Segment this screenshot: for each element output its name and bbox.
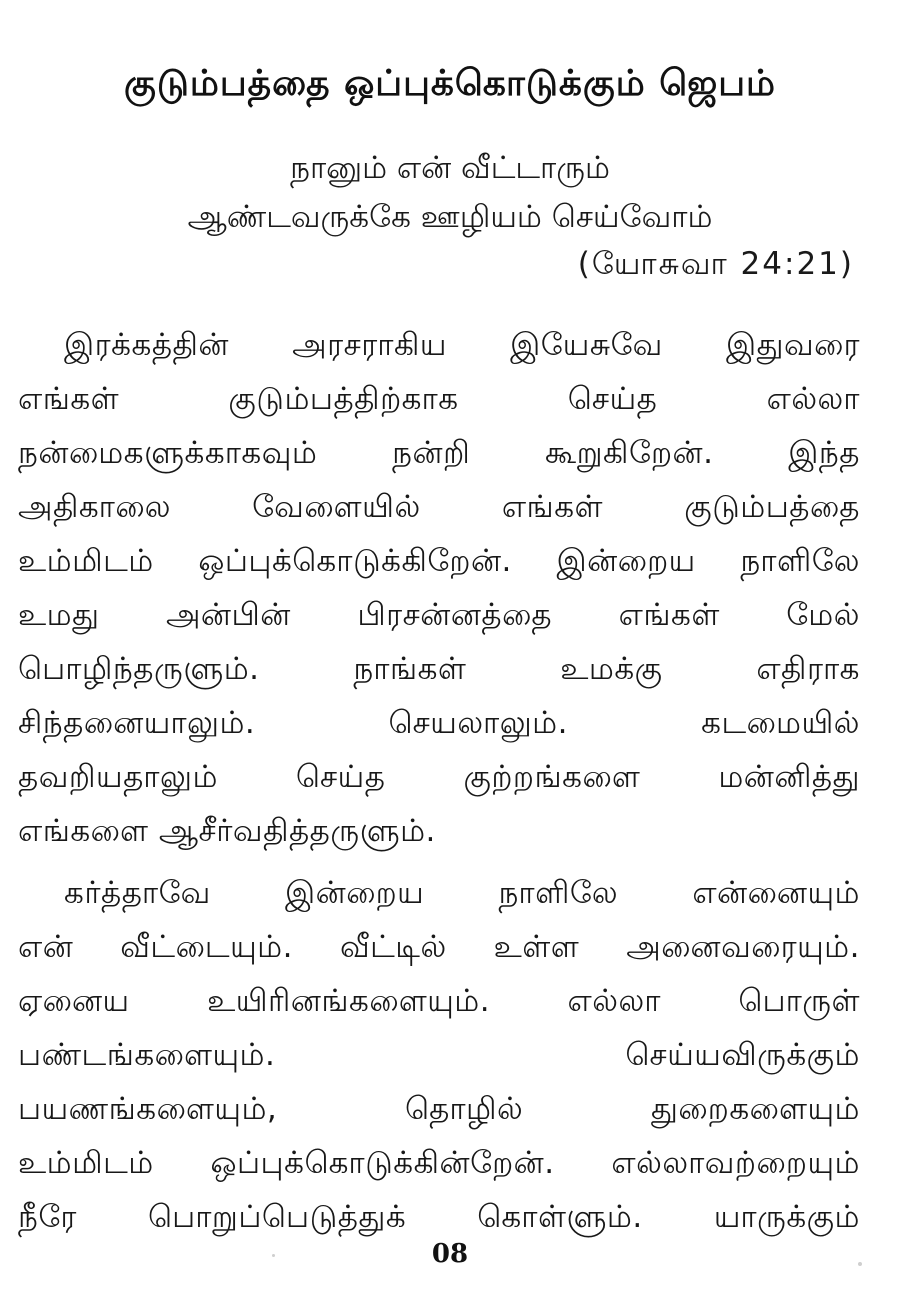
page-number: 08 (431, 1239, 469, 1269)
paragraph-line: உமது அன்பின் பிரசன்னத்தை எங்கள் மேல் (18, 597, 860, 633)
paragraph-line: இரக்கத்தின் அரசராகிய இயேசுவே இதுவரை (64, 327, 860, 363)
paragraph-line: உம்மிடம் ஒப்புக்கொடுக்கின்றேன். எல்லாவற்றையும் (18, 1145, 860, 1181)
paragraph-line: ஏனைய உயிரினங்களையும். எல்லா பொருள் (18, 983, 860, 1019)
paragraph-line: பொழிந்தருளும். நாங்கள் உமக்கு எதிராக (18, 651, 860, 687)
paragraph-line: என் வீட்டையும். வீட்டில் உள்ள அனைவரையும். (18, 929, 860, 965)
paragraph-line: உம்மிடம் ஒப்புக்கொடுக்கிறேன். இன்றைய நாளிலே (18, 543, 860, 579)
verse-reference: (யோசுவா 24:21) (577, 246, 854, 282)
paragraph-line: பண்டங்களையும். செய்யவிருக்கும் (18, 1037, 860, 1073)
paragraph-line: எங்கள் குடும்பத்திற்காக செய்த எல்லா (18, 381, 860, 417)
page-title: குடும்பத்தை ஒப்புக்கொடுக்கும் ஜெபம் (123, 63, 777, 104)
verse-line-2: ஆண்டவருக்கே ஊழியம் செய்வோம் (187, 199, 713, 235)
paragraph-line: அதிகாலை வேளையில் எங்கள் குடும்பத்தை (18, 489, 860, 525)
paragraph-line: பயணங்களையும், தொழில் துறைகளையும் (18, 1091, 860, 1127)
scan-speck (272, 1254, 275, 1257)
paragraph-line: கர்த்தாவே இன்றைய நாளிலே என்னையும் (64, 875, 860, 911)
paragraph-line: சிந்தனையாலும். செயலாலும். கடமையில் (18, 705, 860, 741)
prayer-paragraph-2 (18, 866, 860, 1244)
paragraph-line: தவறியதாலும் செய்த குற்றங்களை மன்னித்து (18, 759, 860, 795)
paragraph-line: நன்மைகளுக்காகவும் நன்றி கூறுகிறேன். இந்த (18, 435, 860, 471)
paragraph-line: நீரே பொறுப்பெடுத்துக் கொள்ளும். யாருக்கும் (18, 1199, 860, 1235)
prayer-paragraph-1 (18, 318, 860, 858)
paragraph-line: எங்களை ஆசீர்வதித்தருளும். (18, 813, 436, 849)
verse-line-1: நானும் என் வீட்டாரும் (290, 150, 610, 186)
scan-speck (858, 1262, 862, 1266)
